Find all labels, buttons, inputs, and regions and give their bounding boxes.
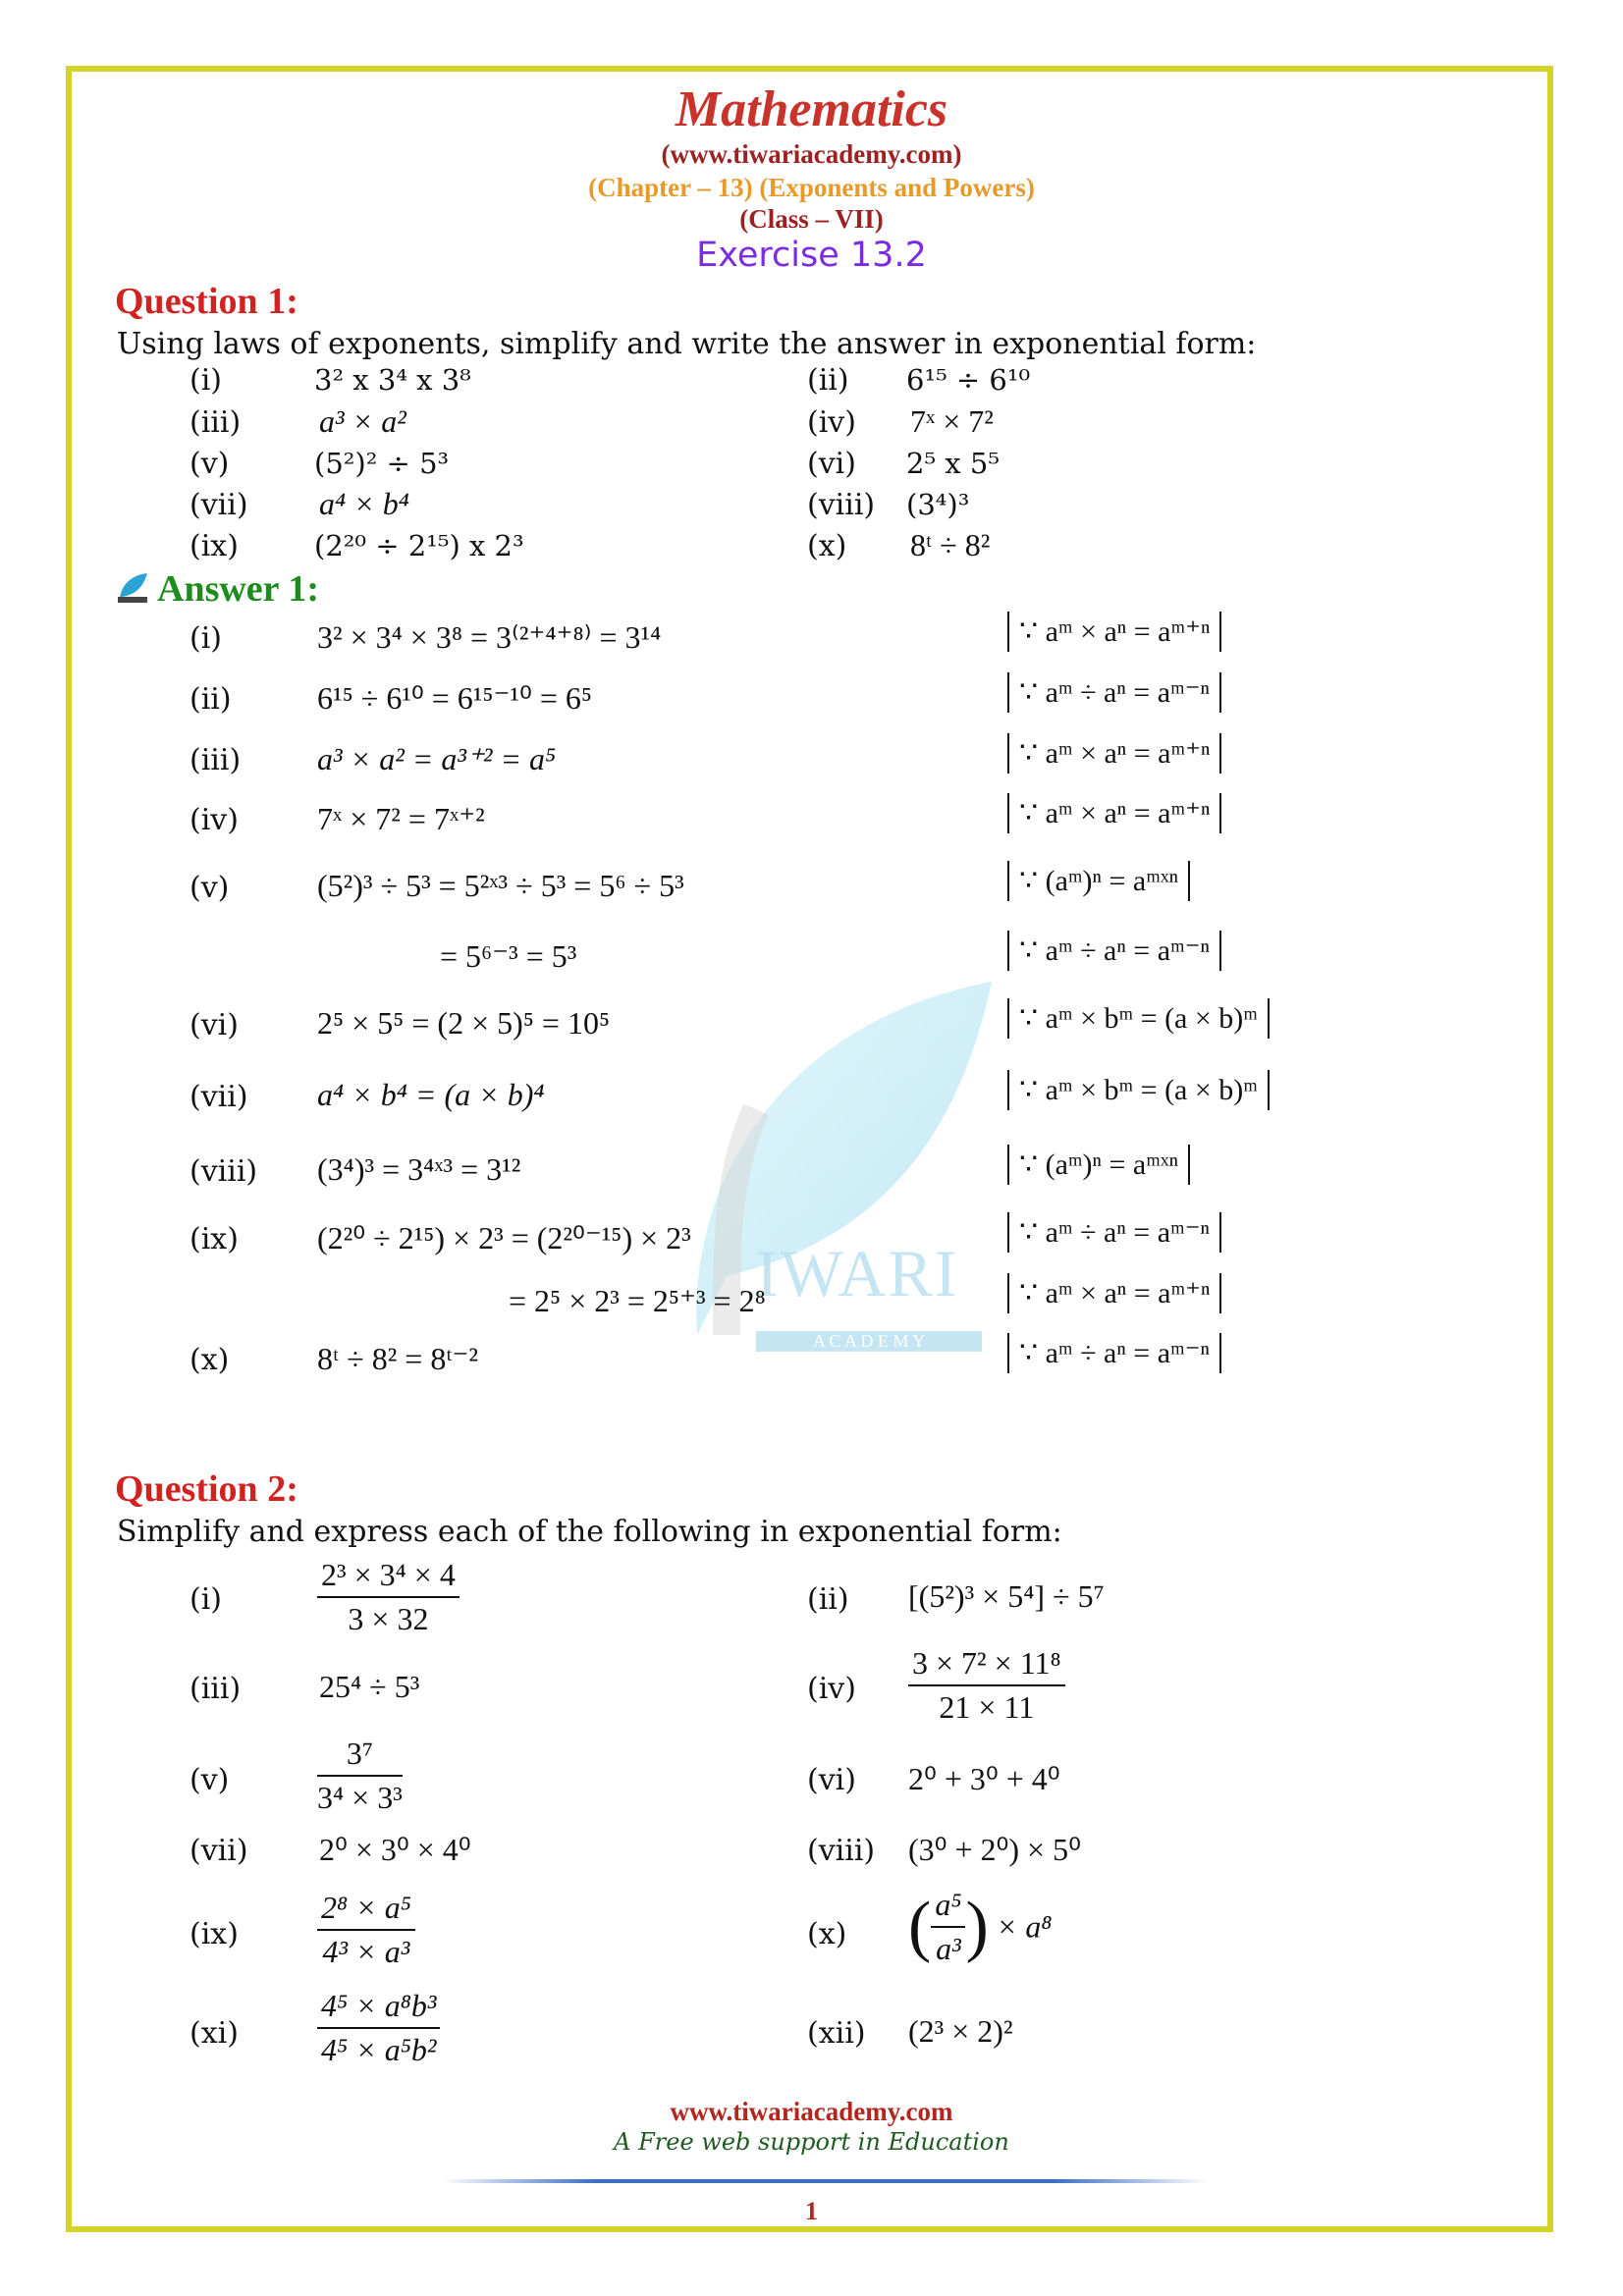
q1-item-label: (ix) <box>189 529 239 563</box>
a1-row-expr: 7ˣ × 7² = 7ˣ⁺² <box>317 801 485 836</box>
q2-item-fraction <box>317 1890 415 1970</box>
fraction-denominator: 21 × 11 <box>939 1689 1035 1725</box>
law-text: ∵ aᵐ ÷ aⁿ = aᵐ⁻ⁿ <box>1007 931 1221 971</box>
q2-item-fraction <box>317 1988 440 2068</box>
q2-item-label: (xi) <box>189 2016 239 2051</box>
a1-row-law <box>1007 1148 1190 1182</box>
q1-item-label: (vi) <box>807 447 856 481</box>
fraction-tail: × a⁸ <box>996 1908 1053 1945</box>
a1-row-label: (ix) <box>189 1222 239 1256</box>
q1-item-label: (viii) <box>807 488 876 522</box>
a1-row-law <box>1007 614 1221 649</box>
q2-item-label: (ix) <box>189 1917 239 1951</box>
watermark-sub: A C A D E M Y <box>756 1331 982 1352</box>
page-title: Mathematics <box>675 81 948 137</box>
law-text: ∵ aᵐ × aⁿ = aᵐ⁺ⁿ <box>1007 1273 1221 1313</box>
q1-item-label: (ii) <box>807 363 849 398</box>
q2-item-expr: 2⁰ × 3⁰ × 4⁰ <box>319 1832 471 1867</box>
law-text: ∵ aᵐ × aⁿ = aᵐ⁺ⁿ <box>1007 612 1221 652</box>
q2-item-fraction <box>317 1557 460 1637</box>
page-number: 1 <box>805 2197 818 2225</box>
a1-row-expr: (5²)³ ÷ 5³ = 5²ˣ³ ÷ 5³ = 5⁶ ÷ 5³ <box>317 868 684 903</box>
q2-item-label: (viii) <box>807 1834 876 1868</box>
a1-row-label: (x) <box>189 1343 230 1377</box>
q2-item-label: (ii) <box>807 1582 849 1617</box>
fraction-numerator: 3⁷ <box>317 1735 403 1777</box>
q1-item-expr: (5²)² ÷ 5³ <box>314 447 450 480</box>
q1-item-expr: (3⁴)³ <box>906 488 970 521</box>
a1-row-expr: 3² × 3⁴ × 3⁸ = 3⁽²⁺⁴⁺⁸⁾ = 3¹⁴ <box>317 619 662 655</box>
a1-row-expr: (2²⁰ ÷ 2¹⁵) × 2³ = (2²⁰⁻¹⁵) × 2³ <box>317 1220 691 1255</box>
q1-item-expr: 7ˣ × 7² <box>910 403 994 439</box>
q2-item-expr: (2³ × 2)² <box>908 2013 1013 2049</box>
exercise-title: Exercise 13.2 <box>696 236 927 275</box>
class-label: (Class – VII) <box>739 204 884 234</box>
footer-tagline: A Free web support in Education <box>614 2128 1009 2156</box>
q1-item-expr: 2⁵ x 5⁵ <box>906 447 1000 480</box>
a1-row-label: (vi) <box>189 1008 239 1042</box>
q1-item-label: (iii) <box>189 405 242 440</box>
fraction-denominator: a³ <box>936 1931 961 1966</box>
q2-item-label: (iii) <box>189 1672 242 1706</box>
a1-row-law <box>1007 934 1221 968</box>
a1-row-label: (ii) <box>189 682 232 717</box>
law-text: ∵ aᵐ ÷ aⁿ = aᵐ⁻ⁿ <box>1007 1333 1221 1373</box>
a1-row-law <box>1007 1336 1221 1370</box>
header-url[interactable]: (www.tiwariacademy.com) <box>661 139 962 169</box>
a1-row-label: (vii) <box>189 1080 248 1114</box>
a1-row-expr: a⁴ × b⁴ = (a × b)⁴ <box>317 1077 545 1112</box>
footer-url[interactable]: www.tiwariacademy.com <box>670 2097 953 2126</box>
fraction-denominator: 3 × 32 <box>348 1601 429 1636</box>
law-text: ∵ aᵐ × bᵐ = (a × b)ᵐ <box>1007 1070 1270 1110</box>
chapter-title: (Chapter – 13) (Exponents and Powers) <box>588 173 1035 202</box>
a1-row-expr: 8ᵗ ÷ 8² = 8ᵗ⁻² <box>317 1341 478 1376</box>
a1-row-expr: = 2⁵ × 2³ = 2⁵⁺³ = 2⁸ <box>509 1283 766 1318</box>
a1-row-expr: 6¹⁵ ÷ 6¹⁰ = 6¹⁵⁻¹⁰ = 6⁵ <box>317 680 593 716</box>
question-1-text: Using laws of exponents, simplify and write the answer in exponential form: <box>117 327 1257 361</box>
q2-item-expr: 25⁴ ÷ 5³ <box>319 1669 420 1704</box>
law-text: ∵ (aᵐ)ⁿ = aᵐˣⁿ <box>1007 861 1190 901</box>
q1-item-label: (vii) <box>189 488 248 522</box>
law-text: ∵ (aᵐ)ⁿ = aᵐˣⁿ <box>1007 1145 1190 1185</box>
a1-row-label: (i) <box>189 621 223 656</box>
a1-row-label: (viii) <box>189 1154 258 1189</box>
a1-row-label: (iv) <box>189 803 239 837</box>
q2-item-label: (x) <box>807 1917 847 1951</box>
question-2-text: Simplify and express each of the following in exponential form: <box>117 1515 1062 1549</box>
q2-item-label: (vi) <box>807 1763 856 1797</box>
fraction-denominator: 4³ × a³ <box>322 1934 410 1969</box>
q1-item-expr: a³ × a² <box>319 403 406 439</box>
q1-item-label: (i) <box>189 363 223 398</box>
a1-row-law <box>1007 736 1221 771</box>
q1-item-expr: a⁴ × b⁴ <box>319 486 409 521</box>
a1-row-law <box>1007 1001 1270 1036</box>
a1-row-law <box>1007 796 1221 830</box>
a1-row-expr: (3⁴)³ = 3⁴ˣ³ = 3¹² <box>317 1151 521 1187</box>
q2-item-label: (xii) <box>807 2016 866 2051</box>
watermark-brand: IWARI <box>756 1236 959 1310</box>
a1-row-expr: = 5⁶⁻³ = 5³ <box>440 938 577 974</box>
q2-item-label: (i) <box>189 1582 223 1617</box>
answer-1-heading: Answer 1: <box>157 568 320 610</box>
q2-item-fraction <box>317 1735 403 1816</box>
a1-row-law <box>1007 675 1221 710</box>
fraction-numerator: 2³ × 3⁴ × 4 <box>317 1557 460 1598</box>
tiwari-logo-icon <box>116 571 149 605</box>
law-text: ∵ aᵐ × bᵐ = (a × b)ᵐ <box>1007 998 1270 1039</box>
q1-item-label: (iv) <box>807 405 856 440</box>
a1-row-law <box>1007 1073 1270 1107</box>
a1-row-expr: a³ × a² = a³⁺² = a⁵ <box>317 741 557 776</box>
fraction-numerator: 2⁸ × a⁵ <box>317 1890 415 1931</box>
question-2-heading: Question 2: <box>115 1468 298 1510</box>
q1-item-label: (v) <box>189 447 230 481</box>
q2-item-expr: 2⁰ + 3⁰ + 4⁰ <box>908 1761 1060 1796</box>
a1-row-law <box>1007 1215 1221 1250</box>
q2-item-fraction: ( $\frac{\text{a⁵}}{\text{a³}}$ ) × a⁸ <box>908 1887 1053 1966</box>
q2-item-expr: (3⁰ + 2⁰) × 5⁰ <box>908 1832 1081 1867</box>
footer-divider <box>442 2179 1208 2183</box>
fraction-numerator: 4⁵ × a⁸b³ <box>317 1988 440 2029</box>
a1-row-expr: 2⁵ × 5⁵ = (2 × 5)⁵ = 10⁵ <box>317 1005 611 1041</box>
law-text: ∵ aᵐ × aⁿ = aᵐ⁺ⁿ <box>1007 733 1221 774</box>
fraction-denominator: 3⁴ × 3³ <box>317 1780 403 1815</box>
a1-row-label: (v) <box>189 871 230 905</box>
question-1-heading: Question 1: <box>115 281 298 322</box>
q1-item-expr: 3² x 3⁴ x 3⁸ <box>314 363 471 397</box>
q1-item-expr: (2²⁰ ÷ 2¹⁵) x 2³ <box>314 529 524 562</box>
a1-row-label: (iii) <box>189 743 242 777</box>
q1-item-label: (x) <box>807 529 847 563</box>
law-text: ∵ aᵐ ÷ aⁿ = aᵐ⁻ⁿ <box>1007 672 1221 713</box>
fraction-numerator: 3 × 7² × 11⁸ <box>908 1645 1065 1686</box>
a1-row-law <box>1007 864 1190 898</box>
fraction-denominator: 4⁵ × a⁵b² <box>321 2032 437 2067</box>
law-text: ∵ aᵐ × aⁿ = aᵐ⁺ⁿ <box>1007 793 1221 833</box>
q1-item-expr: 6¹⁵ ÷ 6¹⁰ <box>906 363 1031 397</box>
q2-item-label: (v) <box>189 1763 230 1797</box>
q1-item-expr: 8ᵗ ÷ 8² <box>910 527 991 562</box>
q2-item-fraction <box>908 1645 1065 1726</box>
fraction-numerator: a⁵ <box>931 1887 965 1928</box>
q2-item-label: (vii) <box>189 1834 248 1868</box>
a1-row-law <box>1007 1276 1221 1310</box>
q2-item-label: (iv) <box>807 1672 856 1706</box>
law-text: ∵ aᵐ ÷ aⁿ = aᵐ⁻ⁿ <box>1007 1212 1221 1253</box>
q2-item-expr: [(5²)³ × 5⁴] ÷ 5⁷ <box>908 1578 1105 1614</box>
